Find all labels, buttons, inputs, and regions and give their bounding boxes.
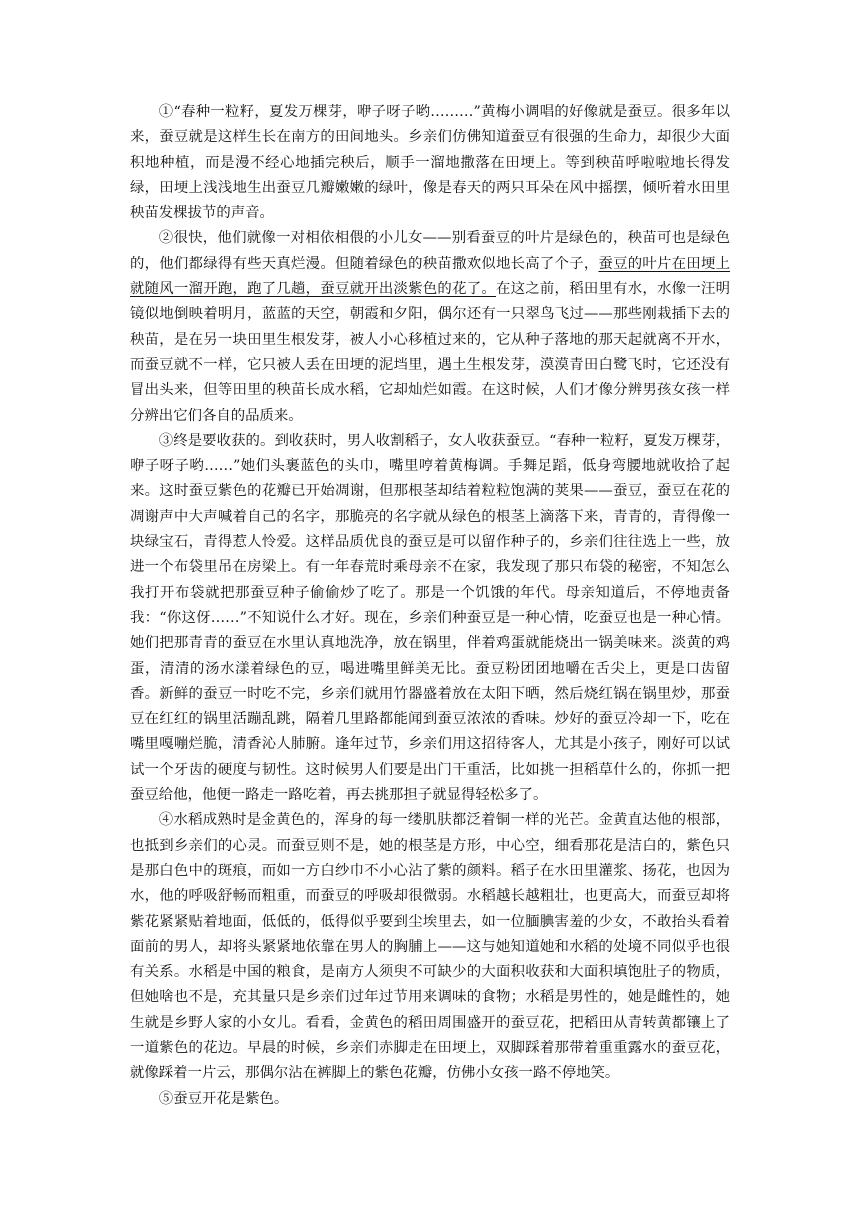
paragraph-5: ⑤蚕豆开花是紫色。 (158, 1090, 289, 1107)
underlined-sentence: 蚕豆的叶片在田埂上就随风一溜开跑，跑了几趟，蚕豆就开出淡紫色的花了。 (130, 255, 730, 298)
essay-page (130, 100, 730, 1112)
paragraph-2 (130, 226, 730, 428)
paragraph-2-lead: ②很快，他们就像一对相依相偎的小儿女——别看蚕豆的叶片是绿色的，秧苗可也是绿色的，他们都绿得有些天真烂漫。但随着绿色的秧苗撒欢似地长高了个子， (130, 230, 730, 272)
paragraph-4: ④水稻成熟时是金黄色的，浑身的每一缕肌肤都泛着铜一样的光芒。金黄直达他的根部，也抵到乡亲们的心灵。而蚕豆则不是，她的根茎是方形，中心空，细看那花是洁白的，紫色只是那白色中的斑痕，而如一方白纱巾不小心沾了紫的颜料。稻子在水田里灌浆、扬花，也因为水，他的呼吸舒畅而粗重，而蚕豆的呼吸却很微弱。水稻越长越粗壮，也更高大，而蚕豆却将紫花紧紧贴着地面，低低的，低得似乎要到尘埃里去，如一位腼腆害羞的少女，不敢抬头看着面前的男人，却将头紧紧地依靠在男人的胸脯上——这与她知道她和水稻的处境不同似乎也很有关系。水稻是中国的粮食，是南方人须臾不可缺少的大面积收获和大面积填饱肚子的物质，但她啥也不是，充其量只是乡亲们过年过节用来调味的食物；水稻是男性的，她是雌性的，她生就是乡野人家的小女儿。看看，金黄色的稻田周围盛开的蚕豆花，把稻田从青转黄都镶上了一道紫色的花边。早晨的时候，乡亲们赤脚走在田埂上，双脚踩着那带着重重露水的蚕豆花，就像踩着一片云，那偶尔沾在裤脚上的紫色花瓣，仿佛小女孩一路不停地笑。 (130, 812, 730, 1082)
paragraph-3: ③终是要收获的。到收获时，男人收割稻子，女人收获蚕豆。“春种一粒籽，夏发万棵芽，咿子呀子哟……”她们头裹蓝色的头巾，嘴里哼着黄梅调。手舞足蹈，低身弯腰地就收拾了起来。这时蚕豆紫色的花瓣已开始凋谢，但那根茎却结着粒粒饱满的荚果——蚕豆，蚕豆在花的凋谢声中大声喊着自己的名字，那脆亮的名字就从绿色的根茎上滴落下来，青青的，青得像一块绿宝石，青得惹人怜爱。这样品质优良的蚕豆是可以留作种子的，乡亲们往往选上一些，放进一个布袋里吊在房梁上。有一年春荒时乘母亲不在家，我发现了那只布袋的秘密，不知怎么我打开布袋就把那蚕豆种子偷偷炒了吃了。那是一个饥饿的年代。母亲知道后，不停地责备我：“你这伢……”不知说什么才好。现在，乡亲们种蚕豆是一种心情，吃蚕豆也是一种心情。她们把那青青的蚕豆在水里认真地洗净，放在锅里，伴着鸡蛋就能烧出一锅美味来。淡黄的鸡蛋，清清的汤水漾着绿色的豆，喝进嘴里鲜美无比。蚕豆粉团团地嚼在舌尖上，更是口齿留香。新鲜的蚕豆一时吃不完，乡亲们就用竹器盛着放在太阳下晒，然后烧红锅在锅里炒，那蚕豆在红红的锅里活蹦乱跳，隔着几里路都能闻到蚕豆浓浓的香味。炒好的蚕豆冷却一下，吃在嘴里嘎嘣烂脆，清香沁人肺腑。逢年过节，乡亲们用这招待客人，尤其是小孩子，刚好可以试试一个牙齿的硬度与韧性。这时候男人们要是出门干重活，比如挑一担稻草什么的，你抓一把蚕豆给他，他便一路走一路吃着，再去挑那担子就显得轻松多了。 (130, 432, 730, 804)
paragraph-2-rest: 在这之前，稻田里有水，水像一汪明镜似地倒映着明月，蓝蓝的天空，朝霞和夕阳，偶尔还有一只翠鸟飞过——那些刚栽插下去的秧苗，是在另一块田里生根发芽，被人小心移植过来的，它从种子落地的那天起就离不开水，而蚕豆就不一样，它只被人丢在田埂的泥垱里，遇土生根发芽，漠漠青田白鹭飞时，它还没有冒出头来，但等田里的秧苗长成水稻，它却灿烂如霞。在这时候，人们才像分辨男孩女孩一样分辨出它们各自的品质来。 (130, 281, 730, 424)
paragraph-1: ①“春种一粒籽，夏发万棵芽，咿子呀子哟………”黄梅小调唱的好像就是蚕豆。很多年以来，蚕豆就是这样生长在南方的田间地头。乡亲们仿佛知道蚕豆有很强的生命力，却很少大面积地种植，而是漫不经心地插完秧后，顺手一溜地撒落在田埂上。等到秧苗呼啦啦地长得发绿，田埂上浅浅地生出蚕豆几瓣嫩嫩的绿叶，像是春天的两只耳朵在风中摇摆，倾听着水田里秧苗发棵拔节的声音。 (130, 104, 730, 222)
